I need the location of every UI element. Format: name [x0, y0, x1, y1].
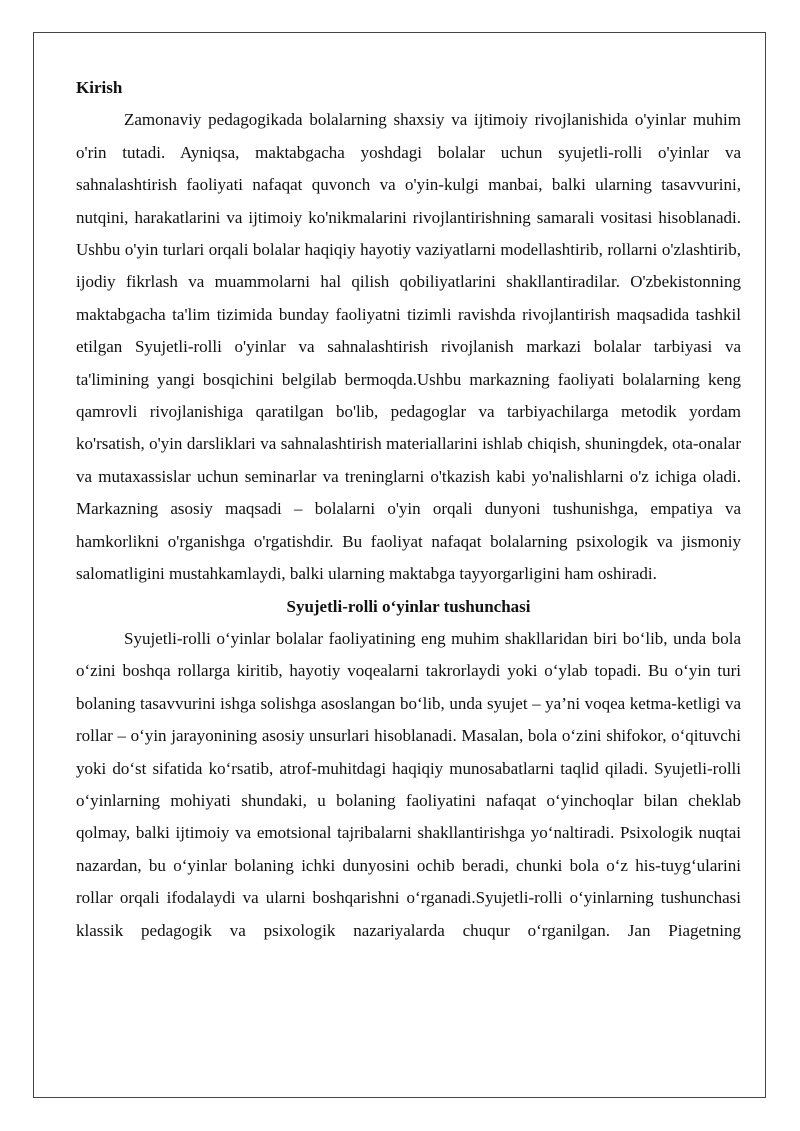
section-heading: Syujetli-rolli o‘yinlar tushunchasi [286, 596, 531, 616]
document-body [76, 72, 741, 947]
intro-heading: Kirish [76, 78, 123, 97]
intro-paragraph: Zamonaviy pedagogikada bolalarning shaxsiy va ijtimoiy rivojlanishida o'yinlar muhim o'rin tutadi. Ayniqsa, maktabgacha yoshdagi bolalar uchun syujetli-rolli o'yinlar va sahnalashtirish faoliyati nafaqat quvonch va o'yin-kulgi manbai, balki ularning tasavvurini, nutqini, harakatlarini va ijtimoiy ko'nikmalarini rivojlantirishning samarali vositasi hisoblanadi. Ushbu o'yin turlari orqali bolalar haqiqiy hayotiy vaziyatlarni modellashtirib, rollarni o'zlashtirib, ijodiy fikrlash va muammolarni hal qilish qobiliyatlarini shakllantiradilar. O'zbekistonning maktabgacha ta'lim tizimida bunday faoliyatni tizimli ravishda rivojlantirish maqsadida tashkil etilgan Syujetli-rolli o'yinlar va sahnalashtirish rivojlanish markazi bolalar tarbiyasi va ta'limining yangi bosqichini belgilab bermoqda.Ushbu markazning faoliyati bolalarning keng qamrovli rivojlanishiga qaratilgan bo'lib, pedagoglar va tarbiyachilarga metodik yordam ko'rsatish, o'yin darsliklari va sahnalashtirish materiallarini ishlab chiqish, shuningdek, ota-onalar va mutaxassislar uchun seminarlar va treninglarni o'tkazish kabi yo'nalishlarni o'z ichiga oladi. Markazning asosiy maqsadi – bolalarni o'yin orqali dunyoni tushunishga, empatiya va hamkorlikni o'rganishga o'rgatishdir. Bu faoliyat nafaqat bolalarning psixologik va jismoniy salomatligini mustahkamlaydi, balki ularning maktabga tayyorgarligini ham oshiradi. [76, 110, 741, 584]
section-paragraph: Syujetli-rolli o‘yinlar bolalar faoliyatining eng muhim shakllaridan biri bo‘lib, unda bola o‘zini boshqa rollarga kiritib, hayotiy voqealarni takrorlaydi yoki o‘ylab topadi. Bu o‘yin turi bolaning tasavvurini ishga solishga asoslangan bo‘lib, unda syujet – ya’ni voqea ketma-ketligi va rollar – o‘yin jarayonining asosiy unsurlari hisoblanadi. Masalan, bola o‘zini shifokor, o‘qituvchi yoki do‘st sifatida ko‘rsatib, atrof-muhitdagi haqiqiy munosabatlarni taqlid qiladi. Syujetli-rolli o‘yinlarning mohiyati shundaki, u bolaning faoliyatini nafaqat o‘yinchoqlar bilan cheklab qolmay, balki ijtimoiy va emotsional tajribalarni shakllantirishga yo‘naltiradi. Psixologik nuqtai nazardan, bu o‘yinlar bolaning ichki dunyosini ochib beradi, chunki bola o‘z his-tuyg‘ularini rollar orqali ifodalaydi va ularni boshqarishni o‘rganadi.Syujetli-rolli o‘yinlarning tushunchasi klassik pedagogik va psixologik nazariyalarda chuqur o‘rganilgan. Jan Piagetning [76, 628, 741, 940]
